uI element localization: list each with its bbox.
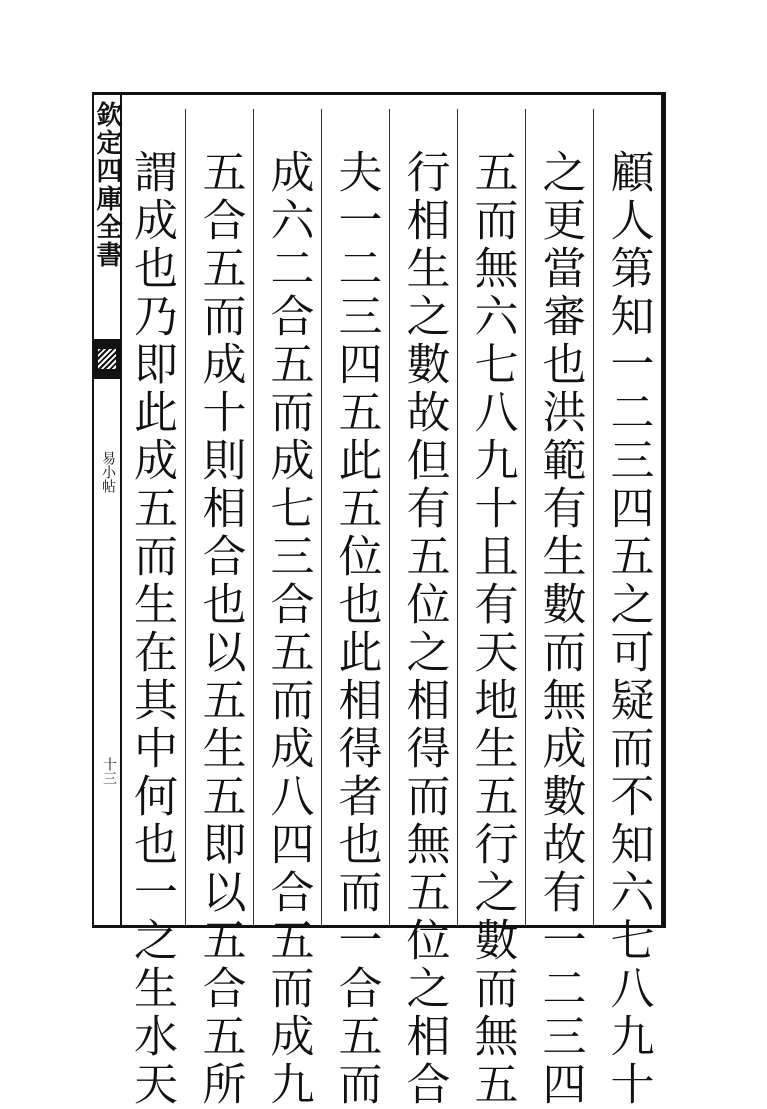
column-text: 五而無六七八九十且有天地生五行之數而無五 (466, 149, 518, 1109)
text-column-6 (253, 109, 321, 1109)
column-text: 行相生之數故但有五位之相得而無五位之相合 (398, 149, 450, 1109)
column-text: 謂成也乃即此成五而生在其中何也一之生水天 (126, 149, 177, 1109)
page-frame (92, 92, 666, 1109)
text-area (120, 109, 661, 1109)
text-column-8 (117, 109, 185, 1109)
column-text: 顧人第知一二三四五之可疑而不知六七八九十 (602, 149, 654, 1109)
text-column-7 (185, 109, 253, 1109)
text-column-4 (389, 109, 457, 1109)
text-column-3 (457, 109, 525, 1109)
column-text: 五合五而成十則相合也以五生五即以五合五所 (194, 149, 246, 1109)
column-text: 之更當審也洪範有生數而無成數故有一二三四 (534, 149, 586, 1109)
section-name: 易小帖 (100, 451, 116, 493)
text-column-2 (525, 109, 593, 1109)
text-column-5 (321, 109, 389, 1109)
text-column-1 (593, 109, 661, 1109)
column-text: 成六二合五而成七三合五而成八四合五而成九 (262, 149, 314, 1109)
book-title: 欽定四庫全書 (92, 101, 122, 269)
folio-number: 十三 (101, 757, 117, 785)
column-text: 夫一二三四五此五位也此相得者也而一合五而 (330, 149, 382, 1109)
